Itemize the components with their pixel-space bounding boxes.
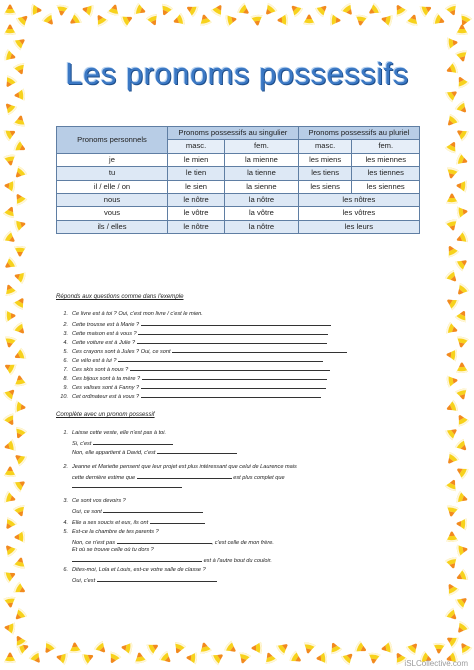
candy-corn-icon [31, 4, 42, 17]
candy-corn-icon [329, 14, 341, 27]
candy-corn-icon [93, 640, 109, 656]
cell: la vôtre [225, 207, 299, 220]
candy-corn-icon [340, 2, 356, 18]
candy-corn-icon [444, 295, 459, 311]
candy-corn-icon [121, 641, 133, 654]
candy-corn-icon [225, 13, 238, 27]
candy-corn-icon [445, 556, 460, 570]
candy-corn-icon [41, 12, 57, 28]
candy-corn-icon [210, 650, 225, 666]
cell: le nôtre [168, 220, 225, 233]
worksheet [36, 38, 438, 632]
candy-corn-icon [446, 374, 458, 387]
candy-corn-icon [445, 322, 459, 337]
exercise-1-line-2: Si, c'est [72, 439, 173, 447]
cell: les siens [298, 180, 352, 193]
candy-corn-icon [454, 594, 470, 610]
cell: la sienne [225, 180, 299, 193]
candy-corn-icon [12, 165, 28, 181]
candy-corn-icon [2, 360, 17, 376]
candy-corn-icon [446, 36, 458, 49]
candy-corn-icon [3, 491, 17, 506]
table-row [57, 207, 420, 220]
candy-corn-icon [262, 2, 278, 18]
cell: je [57, 153, 168, 166]
candy-corn-icon [457, 13, 472, 28]
cell: les tiennes [352, 167, 420, 180]
candy-corn-icon [184, 2, 199, 18]
candy-corn-icon [12, 347, 27, 362]
candy-corn-icon [444, 243, 460, 258]
candy-corn-icon [455, 153, 469, 168]
candy-corn-icon [41, 641, 57, 656]
sub-fem-sing: fem. [225, 140, 299, 153]
exercise-3-line-2: Oui, ce sont [72, 507, 203, 515]
question-3: 3. Cette maison est à vous ? [54, 329, 328, 337]
sub-masc-plur: masc. [298, 140, 352, 153]
candy-corn-icon [455, 336, 469, 349]
candy-corn-icon [3, 154, 17, 166]
sub-fem-plur: fem. [352, 140, 420, 153]
candy-corn-icon [3, 596, 16, 608]
candy-corn-icon [172, 13, 186, 28]
exercise-6: 6. Dites-moi, Lola et Louis, est-ce votre salle de classe ? [63, 567, 206, 573]
candy-corn-icon [236, 2, 252, 18]
candy-corn-icon [314, 2, 330, 18]
candy-corn-icon [444, 139, 459, 154]
table-row [57, 153, 420, 166]
candy-corn-icon [454, 412, 470, 427]
candy-corn-icon [210, 2, 226, 17]
candy-corn-icon [12, 426, 27, 440]
question-7: 7. Ces skis sont à nous ? [54, 365, 330, 373]
exercise-5: 5. Est-ce la chambre de tes parents ? [63, 529, 159, 535]
exercise-5-line-3: Et où se trouve celle où tu dors ? [72, 547, 154, 553]
cell: ils / elles [57, 220, 168, 233]
candy-corn-icon [158, 3, 173, 17]
candy-corn-icon [316, 652, 328, 665]
cell: tu [57, 167, 168, 180]
cell: la nôtre [225, 194, 299, 207]
candy-corn-icon [289, 650, 304, 666]
candy-corn-icon [237, 651, 252, 665]
candy-corn-icon [12, 451, 28, 467]
candy-corn-icon [3, 205, 18, 219]
cell: le mien [168, 153, 225, 166]
candy-corn-icon [3, 568, 17, 583]
candy-corn-icon [456, 518, 467, 531]
cell: les vôtres [298, 207, 419, 220]
candy-corn-icon [12, 477, 27, 493]
candy-corn-icon [444, 113, 460, 129]
candy-corn-icon [455, 388, 469, 401]
candy-corn-icon [14, 531, 25, 544]
candy-corn-icon [14, 218, 27, 232]
exercise-1: 1. Laisse cette veste, elle n'est pas à toi. [63, 430, 167, 436]
candy-corn-icon [12, 321, 28, 337]
candy-corn-icon [380, 13, 393, 27]
question-9: 9. Ces valises sont à Fanny ? [54, 383, 326, 391]
candy-corn-icon [2, 542, 18, 558]
cell: la tienne [225, 167, 299, 180]
candy-corn-icon [12, 35, 28, 51]
answer-blank[interactable] [150, 518, 205, 524]
candy-corn-icon [454, 282, 470, 298]
candy-corn-icon [171, 641, 186, 655]
cell: la mienne [225, 153, 299, 166]
candy-corn-icon [262, 651, 277, 665]
candy-corn-icon [15, 12, 31, 28]
cell: le sien [168, 180, 225, 193]
candy-corn-icon [419, 2, 434, 17]
header-singular: Pronoms possessifs au singulier [168, 127, 299, 140]
candy-corn-icon [55, 651, 68, 665]
candy-corn-icon [444, 451, 460, 467]
candy-corn-icon [12, 191, 28, 206]
sub-masc-sing: masc. [168, 140, 225, 153]
candy-corn-icon [13, 62, 28, 76]
cell: les siennes [352, 180, 420, 193]
candy-corn-icon [13, 504, 28, 518]
candy-corn-icon [2, 75, 18, 90]
candy-corn-icon [133, 3, 147, 18]
cell: les leurs [298, 220, 419, 233]
answer-blank[interactable] [141, 392, 321, 398]
exercise-5-line-2: Non, ce n'est pas , c'est celle de mon frère. [72, 540, 274, 546]
cell: nous [57, 194, 168, 207]
cell: il / elle / on [57, 180, 168, 193]
candy-corn-icon [340, 650, 356, 666]
candy-corn-icon [198, 13, 212, 26]
candy-corn-icon [354, 640, 369, 655]
page-title: Les pronoms possessifs [65, 56, 409, 91]
answer-blank[interactable] [172, 347, 347, 353]
exercise-3: 3. Ce sont vos devoirs ? [63, 498, 126, 504]
exercise-5-line-4: est à l'autre bout du couloir. [72, 556, 272, 564]
candy-corn-icon [456, 543, 468, 557]
candy-corn-icon [366, 2, 381, 18]
candy-corn-icon [4, 49, 17, 63]
candy-corn-icon [4, 179, 16, 192]
question-10: 10. Cet ordinateur est à vous ? [54, 392, 321, 400]
section1-title: Réponds aux questions comme dans l'exemple [56, 293, 184, 300]
candy-corn-icon [3, 439, 16, 453]
candy-corn-icon [5, 310, 16, 323]
candy-corn-icon [146, 13, 161, 27]
candy-corn-icon [444, 633, 459, 649]
exercise-1-line-3: Non, elle appartient à David, c'est [72, 448, 237, 456]
cell: la nôtre [225, 220, 299, 233]
answer-blank[interactable] [72, 556, 202, 562]
answer-blank[interactable] [103, 507, 203, 513]
question-2: 2. Cette trousse est à Marie ? [54, 320, 331, 328]
cell: le vôtre [168, 207, 225, 220]
candy-corn-icon [445, 505, 459, 518]
candy-corn-icon [445, 167, 459, 180]
candy-corn-icon [444, 607, 460, 623]
candy-corn-icon [405, 640, 421, 656]
candy-corn-icon [456, 362, 468, 373]
cell: vous [57, 207, 168, 220]
candy-corn-icon [107, 3, 121, 16]
candy-corn-icon [454, 464, 469, 480]
candy-corn-icon [93, 12, 109, 27]
candy-corn-icon [275, 640, 291, 656]
candy-corn-icon [55, 4, 68, 16]
candy-corn-icon [354, 14, 367, 26]
candy-corn-icon [120, 12, 135, 27]
candy-corn-icon [445, 400, 459, 415]
candy-corn-icon [367, 652, 380, 664]
candy-corn-icon [303, 14, 315, 25]
candy-corn-icon [186, 652, 197, 665]
answer-blank[interactable] [117, 538, 212, 544]
answer-blank[interactable] [72, 482, 182, 488]
answer-blank[interactable] [138, 329, 328, 335]
candy-corn-icon [13, 556, 27, 569]
answer-blank[interactable] [130, 365, 330, 371]
candy-corn-icon [250, 14, 263, 26]
candy-corn-icon [13, 581, 28, 597]
candy-corn-icon [433, 643, 446, 654]
candy-corn-icon [446, 193, 458, 204]
candy-corn-icon [444, 425, 460, 441]
candy-corn-icon [446, 531, 459, 542]
cell: les miens [298, 153, 352, 166]
candy-corn-icon [251, 642, 262, 654]
candy-corn-icon [2, 386, 18, 402]
candy-corn-icon [12, 607, 28, 623]
candy-corn-icon [455, 568, 469, 583]
candy-corn-icon [4, 25, 16, 36]
candy-corn-icon [454, 438, 470, 454]
candy-corn-icon [13, 270, 27, 285]
candy-corn-icon [444, 581, 460, 596]
cell: le tien [168, 167, 225, 180]
header-plural: Pronoms possessifs au pluriel [298, 127, 419, 140]
candy-corn-icon [133, 652, 147, 664]
candy-corn-icon [456, 25, 468, 36]
answer-blank[interactable] [137, 473, 232, 479]
candy-corn-icon [81, 3, 94, 17]
candy-corn-icon [198, 641, 212, 654]
candy-corn-icon [454, 74, 470, 89]
candy-corn-icon [444, 87, 459, 103]
exercise-2-line-2: cette dernière estime que est plus complet que [72, 475, 285, 481]
candy-corn-icon [2, 413, 18, 428]
question-5: 5. Ces crayons sont à Jules ? Oui, ce sont [54, 347, 347, 355]
answer-blank[interactable] [118, 356, 323, 362]
question-1: 1. Ce livre est à toi ? Oui, c'est mon livre / c'est le mien. [63, 311, 203, 317]
candy-corn-icon [13, 375, 26, 387]
answer-blank[interactable] [97, 576, 217, 582]
candy-corn-icon [455, 231, 469, 246]
candy-corn-icon [81, 650, 95, 665]
candy-corn-icon [4, 653, 16, 664]
candy-corn-icon [392, 2, 408, 17]
candy-corn-icon [446, 349, 458, 362]
candy-corn-icon [445, 219, 459, 232]
answer-blank[interactable] [142, 374, 327, 380]
candy-corn-icon [302, 642, 316, 655]
candy-corn-icon [2, 283, 17, 297]
candy-corn-icon [4, 5, 16, 16]
cell: les nôtres [298, 194, 419, 207]
table-row [57, 180, 420, 193]
candy-corn-icon [454, 100, 470, 116]
cell: les miennes [352, 153, 420, 166]
candy-corn-icon [456, 205, 468, 218]
candy-corn-icon [445, 62, 459, 77]
candy-corn-icon [444, 477, 459, 492]
header-personal: Pronoms personnels [57, 127, 168, 154]
answer-blank[interactable] [93, 439, 173, 445]
site-watermark: iSLCollective.com [404, 659, 468, 668]
candy-corn-icon [4, 466, 16, 477]
candy-corn-icon [432, 13, 446, 28]
table-row [57, 167, 420, 180]
candy-corn-icon [406, 13, 421, 27]
candy-corn-icon [223, 640, 239, 656]
cell: le nôtre [168, 194, 225, 207]
candy-corn-icon [69, 642, 82, 654]
candy-corn-icon [2, 256, 18, 272]
candy-corn-icon [28, 650, 44, 666]
answer-blank[interactable] [157, 448, 237, 454]
candy-corn-icon [455, 491, 469, 506]
candy-corn-icon [380, 641, 393, 655]
question-8: 8. Ces bijoux sont à ta mère ? [54, 374, 327, 382]
candy-corn-icon [444, 269, 460, 285]
candy-corn-icon [454, 126, 469, 142]
answer-blank[interactable] [141, 320, 331, 326]
exercise-2: 2. Jeanne et Mariette pensent que leur projet est plus intéressant que celui de Laurence mais [63, 464, 297, 470]
candy-corn-icon [13, 139, 28, 154]
exercise-6-line-2: Oui, c'est [72, 576, 217, 584]
table-row [57, 194, 420, 207]
candy-corn-icon [456, 179, 468, 192]
section2-title: Complète avec un pronom possessif [56, 411, 155, 418]
candy-corn-icon [14, 89, 26, 102]
candy-corn-icon [3, 336, 17, 349]
candy-corn-icon [4, 621, 16, 634]
candy-corn-icon [454, 256, 470, 272]
exercise-4: 4. Elle a ses soucis et eux, ils ont [54, 518, 205, 526]
candy-corn-icon [2, 516, 18, 531]
candy-corn-icon [455, 50, 469, 63]
answer-blank[interactable] [141, 383, 326, 389]
candy-corn-icon [106, 651, 122, 666]
candy-corn-icon [3, 126, 18, 141]
candy-corn-icon [14, 246, 26, 257]
candy-corn-icon [67, 12, 82, 28]
candy-corn-icon [2, 100, 18, 116]
candy-corn-icon [277, 14, 288, 27]
table-row [57, 220, 420, 233]
question-4: 4. Cette voiture est à Julie ? [54, 338, 327, 346]
candy-corn-icon [158, 650, 174, 666]
candy-corn-icon [13, 114, 27, 127]
candy-corn-icon [146, 640, 161, 656]
answer-blank[interactable] [137, 338, 327, 344]
pronoun-table [56, 126, 420, 234]
candy-corn-icon [327, 640, 342, 655]
candy-corn-icon [445, 3, 460, 17]
cell: les tiens [298, 167, 352, 180]
candy-corn-icon [454, 308, 469, 323]
candy-corn-icon [454, 620, 470, 636]
candy-corn-icon [12, 295, 28, 310]
candy-corn-icon [288, 2, 304, 18]
candy-corn-icon [2, 230, 18, 246]
exercise-2-line-3 [72, 482, 182, 490]
candy-corn-icon [457, 640, 473, 655]
candy-corn-icon [14, 400, 26, 413]
question-6: 6. Ce vélo est à lui ? [54, 356, 323, 364]
